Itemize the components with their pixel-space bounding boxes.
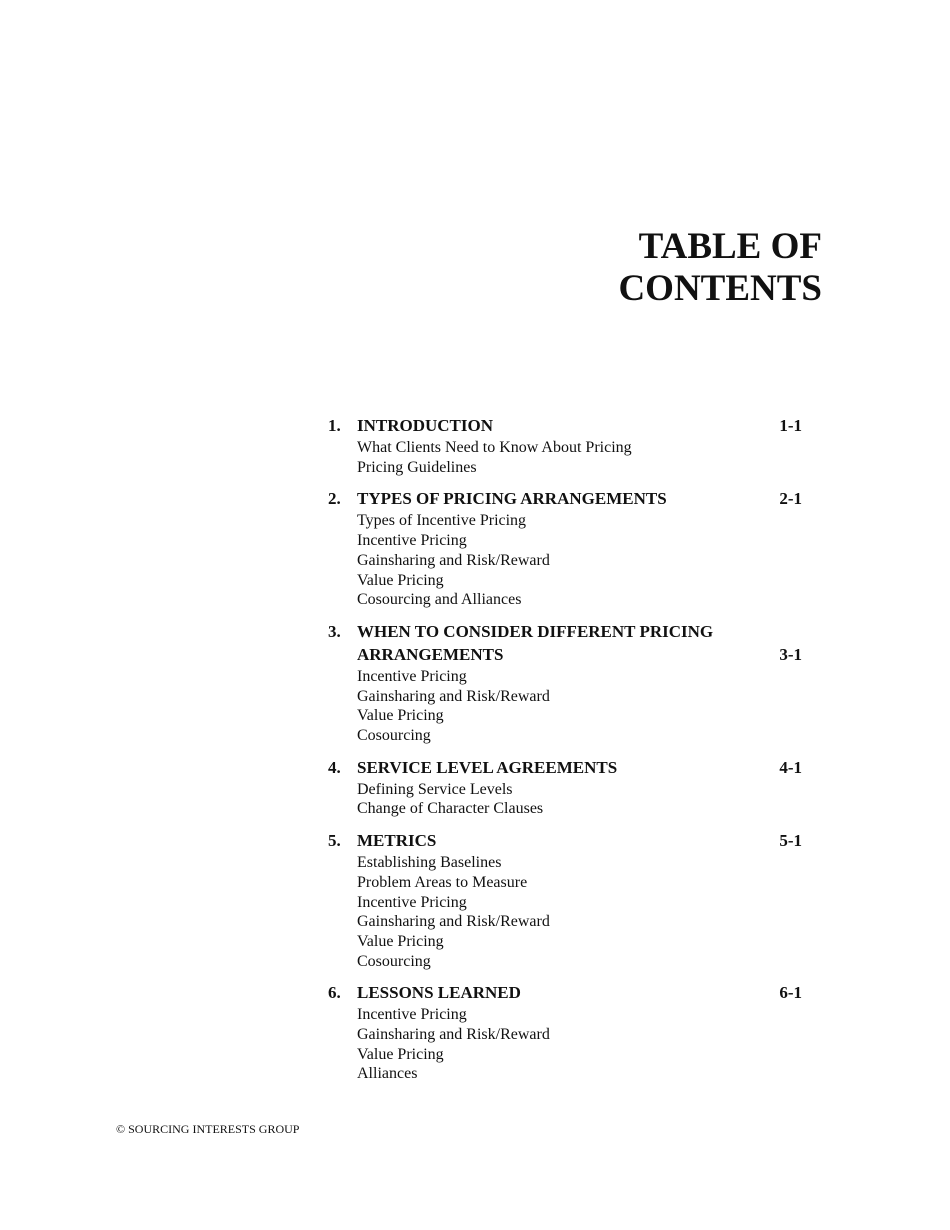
toc-section-heading [328,829,802,852]
subtopic-item: Cosourcing and Alliances [357,591,522,609]
subtopic-item: Cosourcing [357,727,431,745]
table-of-contents [328,414,802,1094]
page-title-line-2: CONTENTS [618,268,822,309]
section-page-number: 1-1 [779,416,802,435]
section-page-number: 2-1 [779,489,802,509]
subtopic-item: Change of Character Clauses [357,800,544,818]
subtopic-list [357,438,802,477]
subtopic-item: Gainsharing and Risk/Reward [357,913,550,931]
section-page-number: 6-1 [779,983,802,1003]
subtopic-item: Pricing Guidelines [357,458,477,476]
subtopic-item: Incentive Pricing [357,893,467,911]
toc-section [328,756,802,819]
subtopic-item: Alliances [357,1065,418,1083]
section-title [357,756,802,779]
section-page-number: 3-1 [779,644,802,664]
page-title-line-1: TABLE OF [638,226,822,267]
toc-section [328,620,802,746]
subtopic-item: Incentive Pricing [357,1006,467,1024]
subtopic-item: Value Pricing [357,707,444,725]
section-number: 4. [328,757,341,777]
section-title [357,981,802,1004]
subtopic-list [357,511,802,610]
subtopic-item: Incentive Pricing [357,532,467,550]
subtopic-item: Value Pricing [357,1045,444,1063]
toc-section-heading [328,487,802,510]
copyright-footer: © SOURCING INTERESTS GROUP [116,1122,300,1136]
section-title-line: WHEN TO CONSIDER DIFFERENT PRICING [357,621,714,641]
subtopic-item: Incentive Pricing [357,667,467,685]
subtopic-item: Gainsharing and Risk/Reward [357,551,550,569]
toc-section [328,981,802,1084]
subtopic-list [357,1005,802,1084]
section-number: 6. [328,983,341,1003]
subtopic-item: Cosourcing [357,952,431,970]
section-title-line: TYPES OF PRICING ARRANGEMENTS [357,489,667,509]
section-title-line: ARRANGEMENTS [357,644,504,664]
section-title-line: INTRODUCTION [357,416,494,435]
subtopic-item: Value Pricing [357,932,444,950]
subtopic-list [357,853,802,971]
subtopic-list [357,780,802,819]
section-title [357,414,802,437]
section-number: 1. [328,416,341,435]
subtopic-item: Problem Areas to Measure [357,873,528,891]
section-page-number: 5-1 [779,831,802,851]
section-title-line: SERVICE LEVEL AGREEMENTS [357,757,618,777]
subtopic-item: Gainsharing and Risk/Reward [357,687,550,705]
section-title-line: METRICS [357,831,437,851]
toc-section [328,829,802,971]
subtopic-item: Gainsharing and Risk/Reward [357,1026,550,1044]
section-title [357,829,802,852]
toc-section-heading [328,981,802,1004]
section-number: 5. [328,831,341,851]
section-page-number: 4-1 [779,757,802,777]
toc-section-heading [328,620,802,666]
toc-section [328,487,802,610]
toc-section-heading [328,414,802,437]
section-title-line: LESSONS LEARNED [357,983,521,1003]
subtopic-list [357,667,802,746]
section-number: 2. [328,489,341,509]
subtopic-item: Value Pricing [357,571,444,589]
section-number: 3. [328,621,341,641]
subtopic-item: Types of Incentive Pricing [357,512,527,530]
subtopic-item: Establishing Baselines [357,854,502,872]
page-title [618,226,822,310]
section-title [357,487,802,510]
subtopic-item: What Clients Need to Know About Pricing [357,439,632,456]
subtopic-item: Defining Service Levels [357,780,513,798]
toc-section-heading [328,756,802,779]
section-title [357,620,802,666]
toc-section [328,414,802,477]
